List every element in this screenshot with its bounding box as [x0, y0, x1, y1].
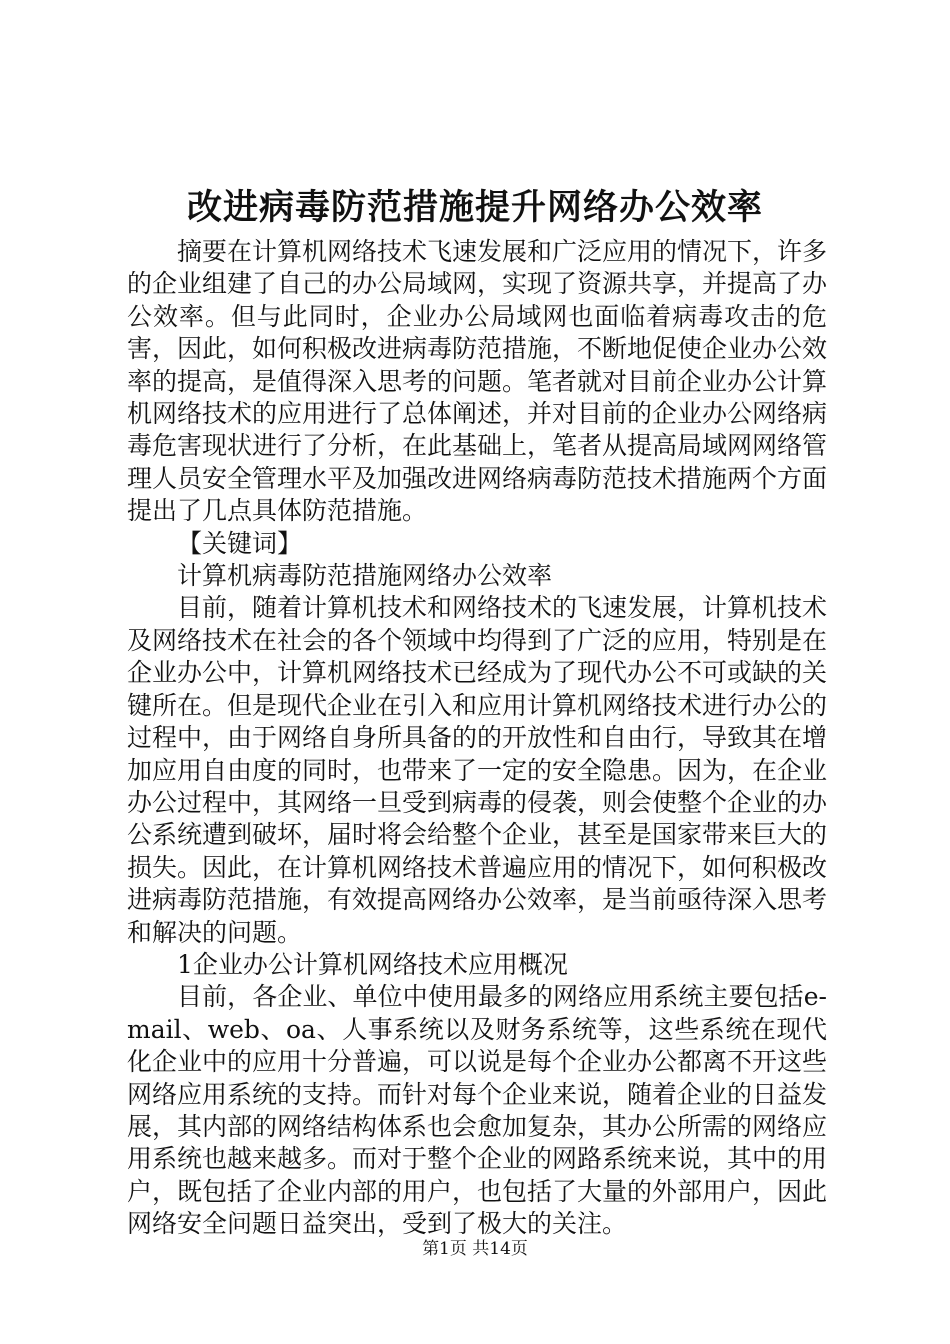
keywords-text: 计算机病毒防范措施网络办公效率	[177, 561, 553, 591]
section-paragraph: 目前，各企业、单位中使用最多的网络应用系统主要包括e-mail、web、oa、人事系统以及财务系统等，这些系统在现代化企业中的应用十分普遍，可以说是每个企业办公都离不开这些网络应用系统的支持。而针对每个企业来说，随着企业的日益发展，其内部的网络结构体系也会愈加复杂，其办公所需的网络应用系统也越来越多。而对于整个企业的网路系统来说，其中的用户，既包括了企业内部的用户，也包括了大量的外部用户，因此网络安全问题日益突出，受到了极大的关注。	[127, 982, 828, 1239]
abstract-paragraph: 摘要在计算机网络技术飞速发展和广泛应用的情况下，许多的企业组建了自己的办公局域网，实现了资源共享，并提高了办公效率。但与此同时，企业办公局域网也面临着病毒攻击的危害，因此，如何积极改进病毒防范措施，不断地促使企业办公效率的提高，是值得深入思考的问题。笔者就对目前企业办公计算机网络技术的应用进行了总体阐述，并对目前的企业办公网络病毒危害现状进行了分析，在此基础上，笔者从提高局域网网络管理人员安全管理水平及加强改进网络病毒防范技术措施两个方面提出了几点具体防范措施。	[127, 237, 828, 526]
keywords-label: 【关键词】	[177, 528, 303, 558]
document-body	[127, 236, 827, 1241]
section-heading: 1企业办公计算机网络技术应用概况	[177, 949, 568, 979]
page-footer: 第1页 共14页	[422, 1239, 528, 1259]
document-title: 改进病毒防范措施提升网络办公效率	[186, 187, 763, 228]
intro-paragraph: 目前，随着计算机技术和网络技术的飞速发展，计算机技术及网络技术在社会的各个领域中均得到了广泛的应用，特别是在企业办公中，计算机网络技术已经成为了现代办公不可或缺的关键所在。但是现代企业在引入和应用计算机网络技术进行办公的过程中，由于网络自身所具备的的开放性和自由行，导致其在增加应用自由度的同时，也带来了一定的安全隐患。因为，在企业办公过程中，其网络一旦受到病毒的侵袭，则会使整个企业的办公系统遭到破坏，届时将会给整个企业，甚至是国家带来巨大的损失。因此，在计算机网络技术普遍应用的情况下，如何积极改进病毒防范措施，有效提高网络办公效率，是当前亟待深入思考和解决的问题。	[127, 593, 828, 947]
